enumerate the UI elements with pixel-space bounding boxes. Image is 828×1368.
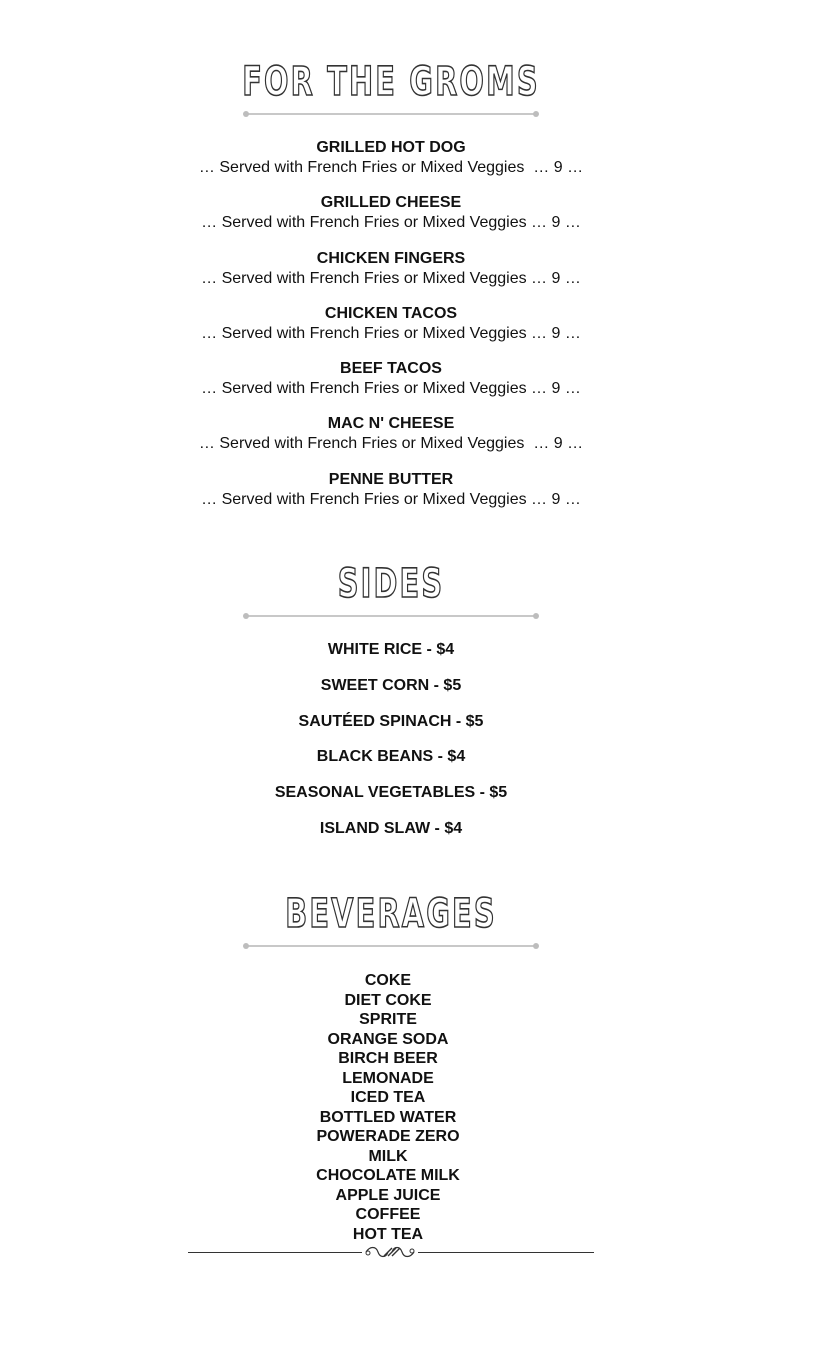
grom-item-description: … Served with French Fries or Mixed Veggies … 9 … <box>198 435 584 453</box>
list-item <box>0 138 782 193</box>
list-item: SPRITE <box>359 1011 417 1028</box>
grom-item-description: … Served with French Fries or Mixed Veggies … 9 … <box>201 380 581 398</box>
list-item: BLACK BEANS - $4 <box>316 748 466 766</box>
sides-title: SIDES <box>337 561 445 607</box>
groms-title: FOR THE GROMS <box>242 59 540 105</box>
grom-item-name: GRILLED HOT DOG <box>316 139 466 156</box>
grom-item-name: CHICKEN TACOS <box>324 304 458 322</box>
list-item: POWERADE ZERO <box>316 1128 460 1145</box>
scroll-flourish-icon <box>362 1244 418 1260</box>
list-item: DIET COKE <box>344 991 432 1009</box>
sides-list <box>0 640 782 855</box>
grom-item-name: CHICKEN FINGERS <box>316 249 466 267</box>
list-item <box>0 304 782 359</box>
list-item: ICED TEA <box>350 1089 426 1106</box>
grom-item-description: … Served with French Fries or Mixed Veggies … 9 … <box>201 324 581 342</box>
list-item: WHITE RICE - $4 <box>327 641 455 658</box>
list-item <box>0 359 782 414</box>
grom-item-description: … Served with French Fries or Mixed Veggies … 9 … <box>201 214 581 232</box>
list-item: BOTTLED WATER <box>319 1108 457 1126</box>
list-item: SAUTÉED SPINACH - $5 <box>298 712 484 730</box>
beverages-title: BEVERAGES <box>285 891 497 937</box>
list-item <box>0 470 782 525</box>
groms-title-rule <box>246 113 536 115</box>
list-item: ORANGE SODA <box>327 1030 449 1048</box>
list-item: APPLE JUICE <box>335 1186 441 1204</box>
beverages-list <box>0 971 776 1244</box>
list-item: HOT TEA <box>352 1225 424 1243</box>
list-item: LEMONADE <box>342 1069 434 1087</box>
list-item: COFFEE <box>355 1206 421 1223</box>
list-item: COKE <box>364 972 412 989</box>
list-item: SWEET CORN - $5 <box>320 676 462 694</box>
grom-item-name: GRILLED CHEESE <box>320 194 462 212</box>
list-item: BIRCH BEER <box>338 1050 438 1067</box>
list-item <box>0 414 782 469</box>
grom-item-description: … Served with French Fries or Mixed Veggies … 9 … <box>201 269 581 287</box>
grom-item-name: MAC N' CHEESE <box>327 415 455 433</box>
list-item <box>0 193 782 248</box>
grom-item-name: BEEF TACOS <box>340 360 442 378</box>
beverages-title-rule <box>246 945 536 947</box>
grom-item-description: … Served with French Fries or Mixed Veggies … 9 … <box>201 490 581 508</box>
grom-item-name: PENNE BUTTER <box>328 470 454 488</box>
list-item: ISLAND SLAW - $4 <box>319 819 463 837</box>
groms-list <box>0 138 782 525</box>
list-item: CHOCOLATE MILK <box>316 1167 460 1184</box>
grom-item-description: … Served with French Fries or Mixed Veggies … 9 … <box>198 159 584 176</box>
list-item <box>0 249 782 304</box>
list-item: MILK <box>368 1147 408 1165</box>
sides-title-rule <box>246 615 536 617</box>
list-item: SEASONAL VEGETABLES - $5 <box>274 784 508 802</box>
